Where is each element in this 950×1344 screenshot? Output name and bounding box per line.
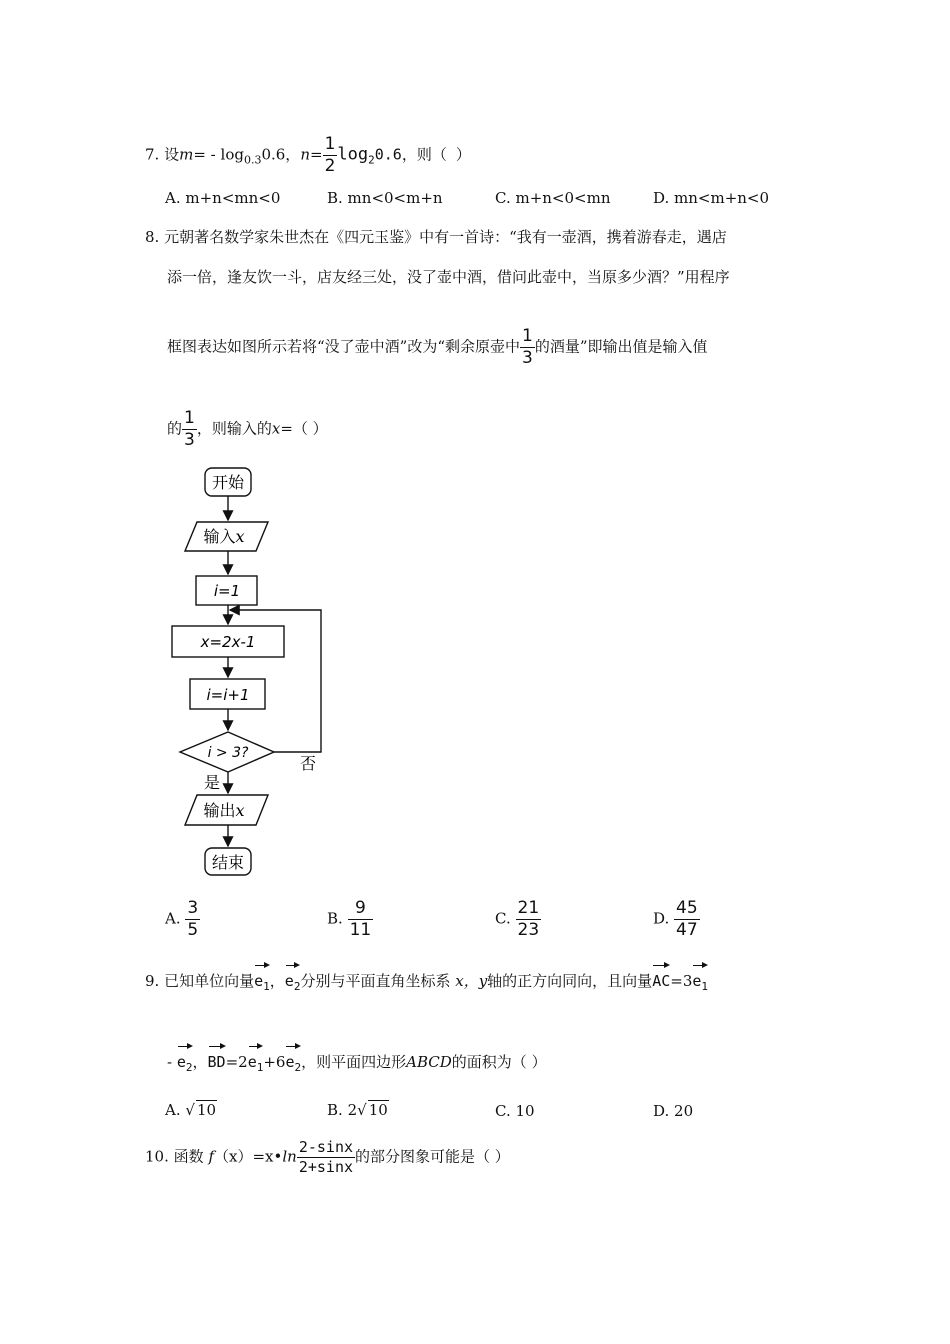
q10-number: 10. xyxy=(145,1147,169,1166)
fraction-one-third-2: $\frac{1}{3}$ xyxy=(184,408,195,450)
q7-option-a[interactable]: A. m+n<mn<0 xyxy=(165,189,281,207)
flowchart xyxy=(170,460,340,880)
vector-e2: $e_2$ xyxy=(285,962,301,993)
q9-line-1: 9. 已知单位向量$e_1$，$e_2$分别与平面直角坐标系 x，y轴的正方向同向，且向量$AC=3e_1$ xyxy=(145,962,708,993)
q9-option-d[interactable]: D. 20 xyxy=(653,1102,694,1120)
q8-line-4: 的 $\frac{1}{3}$ ，则输入的x=（ ） xyxy=(167,408,328,450)
vector-ac: AC xyxy=(652,962,670,990)
q7-number: 7. xyxy=(145,145,160,164)
flow-step2-label: i=i+1 xyxy=(206,686,250,704)
vector-e1: $e_1$ xyxy=(254,962,270,993)
q9-option-a[interactable]: A. √ 10 xyxy=(165,1101,217,1119)
q8-option-d[interactable]: D. $\frac{45}{47}$ xyxy=(653,898,698,940)
q8-line-2: 添一倍，逢友饮一斗，店友经三处，没了壶中酒，借问此壶中，当原多少酒？”用程序 xyxy=(167,268,730,286)
flow-no-label: 否 xyxy=(300,754,317,773)
flow-start-label: 开始 xyxy=(211,473,245,492)
q9-option-c[interactable]: C. 10 xyxy=(495,1102,535,1120)
q7-option-d[interactable]: D. mn<m+n<0 xyxy=(653,189,770,207)
q9-option-b[interactable]: B. 2√ 10 xyxy=(327,1101,388,1119)
vector-e1: $e_1$ xyxy=(692,962,708,993)
flow-loop-arrow xyxy=(230,610,321,752)
q10-stem: 10. 函数 f（x）=x•ln $\frac{2-\sin x}{2+\sin x}$ 的部分图象可能是（ ） xyxy=(145,1138,510,1176)
q9-number: 9. xyxy=(145,972,160,990)
q8-line-1: 8. 元朝著名数学家朱世杰在《四元玉鉴》中有一首诗：“我有一壶酒，携着游春走，遇店 xyxy=(145,228,727,246)
flow-init-label: i=1 xyxy=(213,582,241,600)
q7-stem: 7. 设$m= - \log_{0.3}0.6$，n= $\frac{1}{2}$ $\log_20.6$，则（ ） xyxy=(145,134,471,176)
flow-condition-label: i > 3? xyxy=(207,745,249,761)
flow-output-label: 输出x xyxy=(203,801,245,820)
fraction-one-third: $\frac{1}{3}$ xyxy=(522,326,533,368)
q8-option-b[interactable]: B. $\frac{9}{11}$ xyxy=(327,898,372,940)
flow-yes-label: 是 xyxy=(204,773,221,792)
q8-number: 8. xyxy=(145,228,160,246)
q7-option-b[interactable]: B. mn<0<m+n xyxy=(327,189,443,207)
vector-bd: BD xyxy=(208,1043,226,1071)
q7-option-c[interactable]: C. m+n<0<mn xyxy=(495,189,611,207)
fraction-one-half: $\frac{1}{2}$ xyxy=(324,134,336,176)
q9-line-2: - $e_2$，$BD=2e_1+6e_2$，则平面四边形ABCD的面积为（ ） xyxy=(167,1043,547,1074)
flow-input-label: 输入x xyxy=(203,527,245,546)
vector-e1: $e_1$ xyxy=(248,1043,264,1074)
fraction-sin: $\frac{2-\sin x}{2+\sin x}$ xyxy=(298,1138,354,1176)
q8-option-c[interactable]: C. $\frac{21}{23}$ xyxy=(495,898,540,940)
vector-e2: $e_2$ xyxy=(285,1043,301,1074)
q8-option-a[interactable]: A. $\frac{3}{5}$ xyxy=(165,898,199,940)
q8-line-3: 框图表达如图所示若将“没了壶中酒”改为“剩余原壶中 $\frac{1}{3}$ 的酒量”即输出值是输入值 xyxy=(167,326,708,368)
vector-e2: $e_2$ xyxy=(177,1043,193,1074)
flow-end-label: 结束 xyxy=(211,853,245,872)
flow-step1-label: x=2x-1 xyxy=(200,633,256,651)
